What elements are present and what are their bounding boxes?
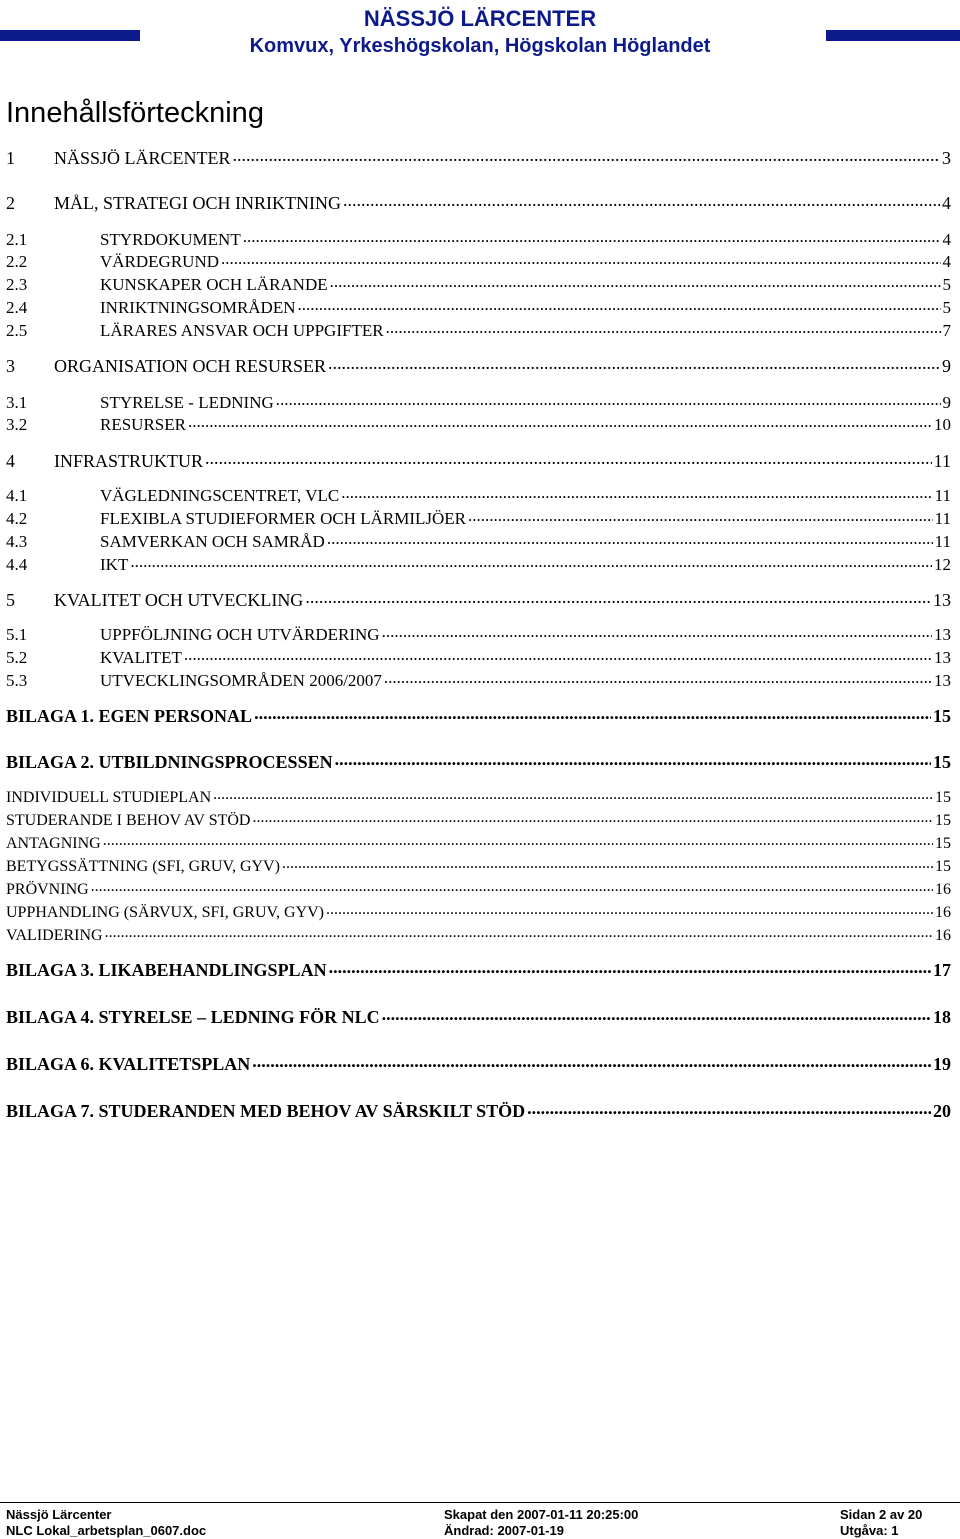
toc-entry-page: 18 — [933, 1007, 951, 1027]
toc-entry-title: STYRELSE - LEDNING — [100, 393, 274, 412]
toc-entry-page: 11 — [933, 451, 951, 471]
toc-entry-page: 5 — [942, 275, 951, 294]
toc-entry[interactable] — [6, 273, 951, 295]
toc-dot-leader — [188, 413, 932, 430]
toc-entry-page: 17 — [933, 960, 951, 980]
toc-entry[interactable] — [6, 878, 951, 900]
toc-entry-page: 13 — [934, 648, 951, 667]
toc-entry-title: BILAGA 6. KVALITETSPLAN — [6, 1054, 251, 1074]
toc-entry-page: 13 — [934, 625, 951, 644]
toc-dot-leader — [243, 228, 941, 245]
toc-entry[interactable] — [6, 1099, 951, 1121]
toc-entry-page: 15 — [935, 789, 951, 806]
toc-entry[interactable] — [6, 623, 951, 645]
toc-dot-leader — [233, 146, 940, 164]
toc-entry-page: 15 — [933, 706, 951, 726]
toc-entry-page: 7 — [942, 321, 951, 340]
toc-entry[interactable] — [6, 354, 951, 376]
toc-dot-leader — [252, 1052, 931, 1070]
toc-dot-leader — [386, 319, 941, 336]
toc-entry-number: 4 — [6, 451, 15, 471]
toc-entry-title: BILAGA 2. UTBILDNINGSPROCESSEN — [6, 752, 333, 772]
footer-changed: Ändrad: 2007-01-19 — [444, 1523, 564, 1538]
toc-entry-title: KUNSKAPER OCH LÄRANDE — [100, 275, 328, 294]
toc-entry[interactable] — [6, 191, 951, 213]
toc-entry[interactable] — [6, 296, 951, 318]
toc-dot-leader — [468, 507, 933, 524]
toc-entry[interactable] — [6, 786, 951, 808]
toc-entry[interactable] — [6, 146, 951, 168]
toc-dot-leader — [103, 832, 933, 848]
toc-entry-page: 5 — [942, 298, 951, 317]
toc-entry[interactable] — [6, 832, 951, 854]
toc-entry-number: 3.1 — [6, 393, 28, 412]
footer-page: Sidan 2 av 20 — [840, 1507, 923, 1522]
toc-entry-title: BILAGA 4. STYRELSE – LEDNING FÖR NLC — [6, 1007, 380, 1027]
toc-entry-title: VÄRDEGRUND — [100, 252, 219, 271]
toc-entry-page: 4 — [942, 252, 951, 271]
toc-entry-number: 4.1 — [6, 486, 28, 505]
toc-entry-title: SAMVERKAN OCH SAMRÅD — [100, 532, 325, 551]
toc-dot-leader — [130, 553, 932, 570]
toc-entry-page: 15 — [935, 812, 951, 829]
toc-entry-title: UTVECKLINGSOMRÅDEN 2006/2007 — [100, 671, 382, 690]
toc-dot-leader — [105, 924, 933, 940]
toc-dot-leader — [254, 704, 931, 722]
toc-entry[interactable] — [6, 924, 951, 946]
toc-entry[interactable] — [6, 669, 951, 691]
toc-dot-leader — [213, 786, 933, 802]
toc-dot-leader — [527, 1099, 931, 1117]
toc-dot-leader — [341, 484, 932, 501]
toc-dot-leader — [276, 391, 941, 408]
toc-entry[interactable] — [6, 750, 951, 772]
toc-entry[interactable] — [6, 809, 951, 831]
toc-entry-title: LÄRARES ANSVAR OCH UPPGIFTER — [100, 321, 384, 340]
toc-entry-number: 3.2 — [6, 415, 28, 434]
toc-entry[interactable] — [6, 319, 951, 341]
toc-entry-title: ORGANISATION OCH RESURSER — [54, 356, 327, 376]
toc-dot-leader — [282, 855, 933, 871]
toc-dot-leader — [382, 1005, 931, 1023]
toc-entry-page: 15 — [935, 835, 951, 852]
toc-entry-title: BILAGA 3. LIKABEHANDLINGSPLAN — [6, 960, 327, 980]
toc-entry-page: 20 — [933, 1101, 951, 1121]
toc-dot-leader — [91, 878, 933, 894]
toc-entry[interactable] — [6, 855, 951, 877]
toc-entry-title: FLEXIBLA STUDIEFORMER OCH LÄRMILJÖER — [100, 509, 466, 528]
toc-entry-title: INDIVIDUELL STUDIEPLAN — [6, 789, 212, 806]
toc-heading: Innehållsförteckning — [6, 97, 264, 129]
toc-entry[interactable] — [6, 646, 951, 668]
toc-entry-page: 16 — [935, 881, 951, 898]
toc-dot-leader — [343, 191, 940, 209]
toc-entry-number: 2.4 — [6, 298, 28, 317]
toc-entry-page: 4 — [942, 230, 951, 249]
toc-entry-page: 11 — [934, 509, 951, 528]
toc-entry-page: 16 — [935, 904, 951, 921]
toc-entry-page: 10 — [934, 415, 951, 434]
toc-entry-number: 4.3 — [6, 532, 28, 551]
toc-entry-page: 12 — [934, 555, 951, 574]
toc-dot-leader — [327, 530, 933, 547]
toc-dot-leader — [330, 273, 941, 290]
header-subtitle: Komvux, Yrkeshögskolan, Högskolan Höglandet — [249, 35, 711, 57]
toc-dot-leader — [221, 250, 941, 267]
toc-entry-title: INFRASTRUKTUR — [54, 451, 204, 471]
toc-entry-page: 9 — [942, 393, 951, 412]
toc-entry-page: 4 — [942, 193, 951, 213]
toc-entry[interactable] — [6, 449, 951, 471]
toc-entry-number: 5 — [6, 590, 15, 610]
toc-entry-number: 4.2 — [6, 509, 28, 528]
toc-entry[interactable] — [6, 484, 951, 506]
toc-dot-leader — [252, 809, 933, 825]
toc-entry-title: IKT — [100, 555, 129, 574]
toc-entry-number: 5.1 — [6, 625, 28, 644]
toc-entry-title: PRÖVNING — [6, 881, 89, 898]
toc-entry-number: 4.4 — [6, 555, 28, 574]
toc-entry-page: 13 — [933, 590, 951, 610]
toc-entry-page: 19 — [933, 1054, 951, 1074]
toc-entry-title: INRIKTNINGSOMRÅDEN — [100, 298, 296, 317]
toc-entry-title: KVALITET OCH UTVECKLING — [54, 590, 304, 610]
toc-entry-title: STUDERANDE I BEHOV AV STÖD — [6, 812, 251, 829]
toc-entry-title: UPPFÖLJNING OCH UTVÄRDERING — [100, 625, 380, 644]
toc-entry-number: 2 — [6, 193, 15, 213]
toc-dot-leader — [382, 623, 932, 640]
toc-entry[interactable] — [6, 588, 951, 610]
toc-dot-leader — [298, 296, 941, 313]
toc-entry[interactable] — [6, 413, 951, 435]
toc-entry-page: 13 — [934, 671, 951, 690]
toc-entry-title: STYRDOKUMENT — [100, 230, 241, 249]
toc-entry[interactable] — [6, 1052, 951, 1074]
toc-entry-number: 5.2 — [6, 648, 28, 667]
toc-entry-page: 15 — [933, 752, 951, 772]
toc-dot-leader — [335, 750, 931, 768]
toc-entry-title: NÄSSJÖ LÄRCENTER — [54, 148, 231, 168]
toc-entry-number: 2.1 — [6, 230, 28, 249]
toc-entry[interactable] — [6, 901, 951, 923]
toc-entry-title: BILAGA 1. EGEN PERSONAL — [6, 706, 253, 726]
toc-entry-page: 9 — [942, 356, 951, 376]
toc-entry-title: ANTAGNING — [6, 835, 101, 852]
toc-entry-number: 5.3 — [6, 671, 28, 690]
toc-entry-title: KVALITET — [100, 648, 182, 667]
toc-entry[interactable] — [6, 228, 951, 250]
toc-entry-title: VÄGLEDNINGSCENTRET, VLC — [100, 486, 340, 505]
toc-entry[interactable] — [6, 553, 951, 575]
toc-entry-number: 2.5 — [6, 321, 28, 340]
toc-entry[interactable] — [6, 1005, 951, 1027]
toc-entry-title: BILAGA 7. STUDERANDEN MED BEHOV AV SÄRSKILT STÖD — [6, 1101, 526, 1121]
toc-entry-title: MÅL, STRATEGI OCH INRIKTNING — [54, 193, 341, 213]
toc-entry-title: VALIDERING — [6, 927, 103, 944]
toc-entry[interactable] — [6, 507, 951, 529]
header-title: NÄSSJÖ LÄRCENTER — [363, 6, 597, 31]
footer-created: Skapat den 2007-01-11 20:25:00 — [444, 1507, 639, 1522]
toc-entry-page: 11 — [934, 486, 951, 505]
toc-entry-page: 11 — [934, 532, 951, 551]
toc-entry[interactable] — [6, 958, 951, 980]
toc-entry-number: 2.3 — [6, 275, 28, 294]
toc-entry[interactable] — [6, 704, 951, 726]
toc-entry-title: BETYGSSÄTTNING (SFI, GRUV, GYV) — [6, 858, 280, 875]
toc-entry-page: 3 — [942, 148, 951, 168]
toc-entry-page: 16 — [935, 927, 951, 944]
footer-divider — [0, 1502, 960, 1503]
footer-file: NLC Lokal_arbetsplan_0607.doc — [6, 1523, 207, 1538]
toc-entry-page: 15 — [935, 858, 951, 875]
toc-dot-leader — [205, 449, 932, 467]
toc-dot-leader — [384, 669, 932, 686]
toc-dot-leader — [328, 354, 940, 372]
toc-entry[interactable] — [6, 530, 951, 552]
toc-entry-number: 1 — [6, 148, 15, 168]
toc-entry-title: RESURSER — [100, 415, 186, 434]
toc-entry[interactable] — [6, 391, 951, 413]
toc-dot-leader — [329, 958, 931, 976]
toc-dot-leader — [184, 646, 932, 663]
footer-edition: Utgåva: 1 — [840, 1523, 899, 1538]
toc-dot-leader — [305, 588, 931, 606]
toc-entry-title: UPPHANDLING (SÄRVUX, SFI, GRUV, GYV) — [6, 904, 325, 921]
footer-org: Nässjö Lärcenter — [6, 1507, 112, 1522]
toc-entry[interactable] — [6, 250, 951, 272]
toc-entry-number: 2.2 — [6, 252, 28, 271]
toc-dot-leader — [326, 901, 933, 917]
toc-entry-number: 3 — [6, 356, 15, 376]
